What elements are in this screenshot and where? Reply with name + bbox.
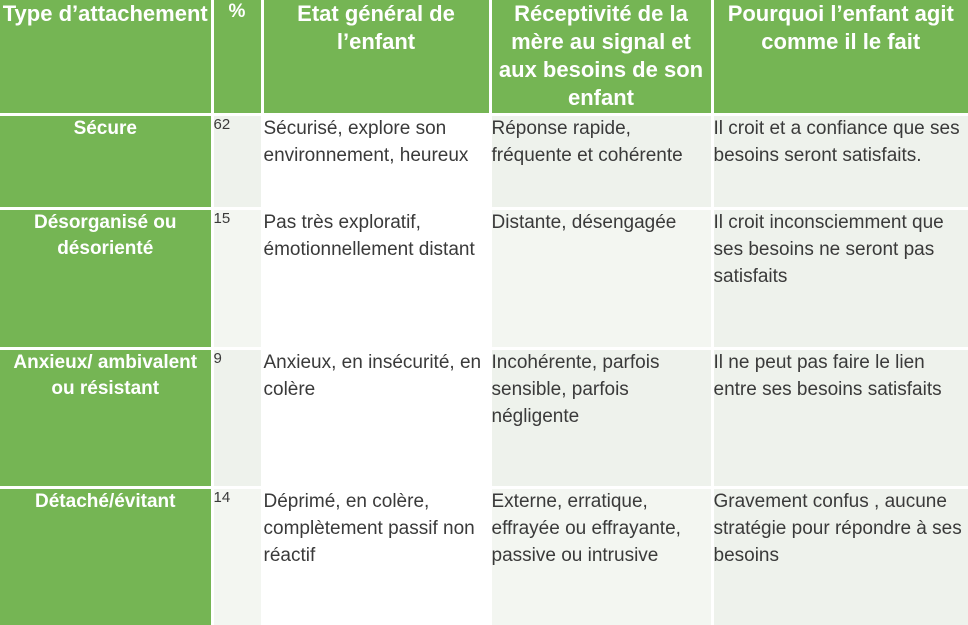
column-header-receptivite: Réceptivité de la mère au signal et aux besoins de son enfant xyxy=(490,0,712,114)
table-header xyxy=(0,0,968,114)
column-header-percent: % xyxy=(212,0,262,114)
row-receptivite-secure: Réponse rapide, fréquente et cohérente xyxy=(490,114,712,209)
row-receptivite-desorganise: Distante, désengagée xyxy=(490,209,712,349)
row-etat-secure: Sécurisé, explore son environnement, heureux xyxy=(262,114,490,209)
row-pourquoi-anxieux: Il ne peut pas faire le lien entre ses besoins satisfaits xyxy=(712,348,968,488)
column-header-type: Type d’attachement xyxy=(0,0,212,114)
table-row xyxy=(0,348,968,488)
row-receptivite-detache: Externe, erratique, effrayée ou effrayante, passive ou intrusive xyxy=(490,488,712,625)
table-row xyxy=(0,488,968,625)
row-percent-anxieux: 9 xyxy=(212,348,262,488)
row-percent-detache: 14 xyxy=(212,488,262,625)
row-etat-detache: Déprimé, en colère, complètement passif non réactif xyxy=(262,488,490,625)
row-type-secure: Sécure xyxy=(0,114,212,209)
table-row xyxy=(0,114,968,209)
row-type-anxieux: Anxieux/ ambivalent ou résistant xyxy=(0,348,212,488)
row-type-detache: Détaché/évitant xyxy=(0,488,212,625)
table-row xyxy=(0,209,968,349)
column-header-etat: Etat général de l’enfant xyxy=(262,0,490,114)
row-pourquoi-secure: Il croit et a confiance que ses besoins seront satisfaits. xyxy=(712,114,968,209)
column-header-pourquoi: Pourquoi l’enfant agit comme il le fait xyxy=(712,0,968,114)
header-row xyxy=(0,0,968,114)
row-etat-desorganise: Pas très exploratif, émotionnellement distant xyxy=(262,209,490,349)
table-body xyxy=(0,114,968,625)
row-pourquoi-desorganise: Il croit inconsciemment que ses besoins ne seront pas satisfaits xyxy=(712,209,968,349)
row-type-desorganise: Désorganisé ou désorienté xyxy=(0,209,212,349)
row-receptivite-anxieux: Incohérente, parfois sensible, parfois négligente xyxy=(490,348,712,488)
row-percent-desorganise: 15 xyxy=(212,209,262,349)
row-etat-anxieux: Anxieux, en insécurité, en colère xyxy=(262,348,490,488)
row-pourquoi-detache: Gravement confus , aucune stratégie pour répondre à ses besoins xyxy=(712,488,968,625)
row-percent-secure: 62 xyxy=(212,114,262,209)
